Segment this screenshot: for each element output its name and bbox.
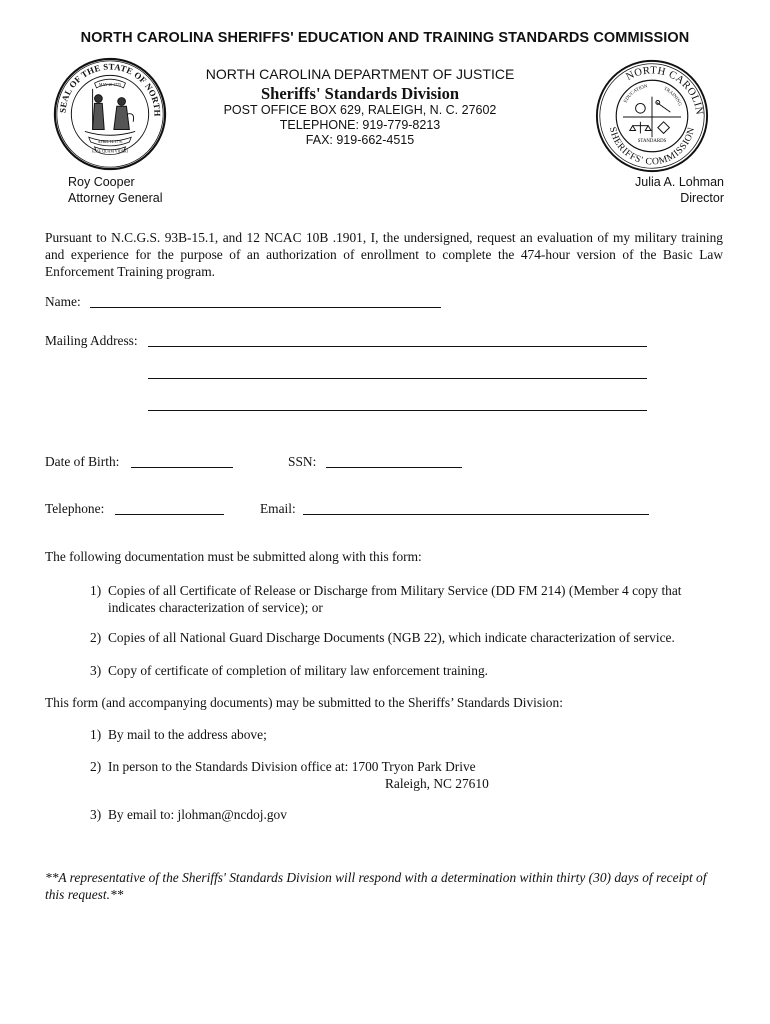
telephone-label: Telephone: [45,501,105,516]
mailing-address-label: Mailing Address: [45,333,138,348]
list-item-text: By email to: jlohman@ncdoj.gov [108,807,287,822]
seal-date-bottom: APRIL 12 1776 [97,140,123,144]
name-field[interactable] [90,307,441,308]
attorney-general-block [68,174,163,206]
list-item-text-continued: Raleigh, NC 27610 [385,776,489,791]
department-name: NORTH CAROLINA DEPARTMENT OF JUSTICE [205,66,515,82]
mailing-address-line-1[interactable] [148,346,647,347]
seal-top-text: NORTH CAROLIN [624,65,705,116]
svg-text:NORTH CAROLINA [594,58,704,116]
commission-title: NORTH CAROLINA SHERIFFS' EDUCATION AND TRAINING STANDARDS COMMISSION [80,30,690,46]
ssn-label: SSN: [288,454,317,469]
division-fax: FAX: 919-662-4515 [305,133,415,147]
telephone-field[interactable] [115,514,224,515]
list-item-text: Copies of all Certificate of Release or Discharge from Military Service (DD FM 214) (Member 4 copy that [108,583,682,598]
email-field[interactable] [303,514,649,515]
commission-seal-icon [594,58,710,174]
mailing-address-line-3[interactable] [148,410,647,411]
email-label: Email: [260,501,296,516]
list-item [90,629,720,646]
list-item-text: Copy of certificate of completion of military law enforcement training. [108,663,489,678]
name-label: Name: [45,294,81,309]
seal-inner-bottom: STANDARDS [637,139,667,145]
director-title: Director [680,191,724,205]
dob-field[interactable] [131,467,233,468]
submission-heading: This form (and accompanying documents) may be submitted to the Sheriffs’ Standards Division: [45,695,563,710]
mailing-address-line-2[interactable] [148,378,647,379]
state-seal-icon [52,56,168,172]
list-item [90,582,720,616]
list-item-text: By mail to the address above; [108,727,267,742]
seal-bottom-text: SHERIFFS' COMMISSION [606,125,698,168]
attorney-general-title: Attorney General [68,191,163,205]
list-item [90,806,720,823]
list-item-number: 2) [90,759,102,774]
response-note: **A representative of the Sheriffs' Standards Division will respond with a determination within thirty (30) days of receipt of this request.** [45,870,707,902]
attorney-general-name: Roy Cooper [68,175,135,189]
division-name: Sheriffs' Standards Division [260,84,460,103]
seal-inner-right: TRAINING [662,86,683,107]
seal-outer-text: SEAL OF THE STATE OF NORTH [57,61,163,117]
intro-paragraph: Pursuant to N.C.G.S. 93B-15.1, and 12 NCAC 10B .1901, I, the undersigned, request an evaluation of my military training and experience for the purpose of an authorization of enrollment to complete the 474-hour version of the Basic Law Enforcement Training program. [45,230,723,279]
seal-motto: ESSE QUAM VIDERI [92,149,128,154]
list-item [90,758,720,792]
list-item-number: 3) [90,807,102,822]
director-block [635,174,724,206]
list-item-number: 2) [90,630,102,645]
list-item-number: 1) [90,583,102,598]
list-item-text: In person to the Standards Division office at: 1700 Tryon Park Drive [108,759,476,774]
list-item-number: 1) [90,727,102,742]
state-seal-image [52,56,168,177]
seal-date-top: MAY 20 1775 [98,82,122,87]
list-item-text-continued: indicates characterization of service); or [108,600,323,615]
director-name: Julia A. Lohman [635,175,724,189]
ssn-field[interactable] [326,467,462,468]
division-telephone: TELEPHONE: 919-779-8213 [279,118,441,132]
list-item [90,726,720,743]
list-item [90,662,720,679]
list-item-number: 3) [90,663,102,678]
svg-text:TRAINING [663,87,683,108]
list-item-text: Copies of all National Guard Discharge Documents (NGB 22), which indicate characterization of service. [108,630,675,645]
svg-text:EDUCATION [623,84,648,104]
commission-seal-image [594,58,710,179]
division-address: POST OFFICE BOX 629, RALEIGH, N. C. 27602 [223,103,497,117]
dob-label: Date of Birth: [45,454,120,469]
documentation-heading: The following documentation must be submitted along with this form: [45,549,422,564]
seal-inner-top: EDUCATION [623,84,649,105]
